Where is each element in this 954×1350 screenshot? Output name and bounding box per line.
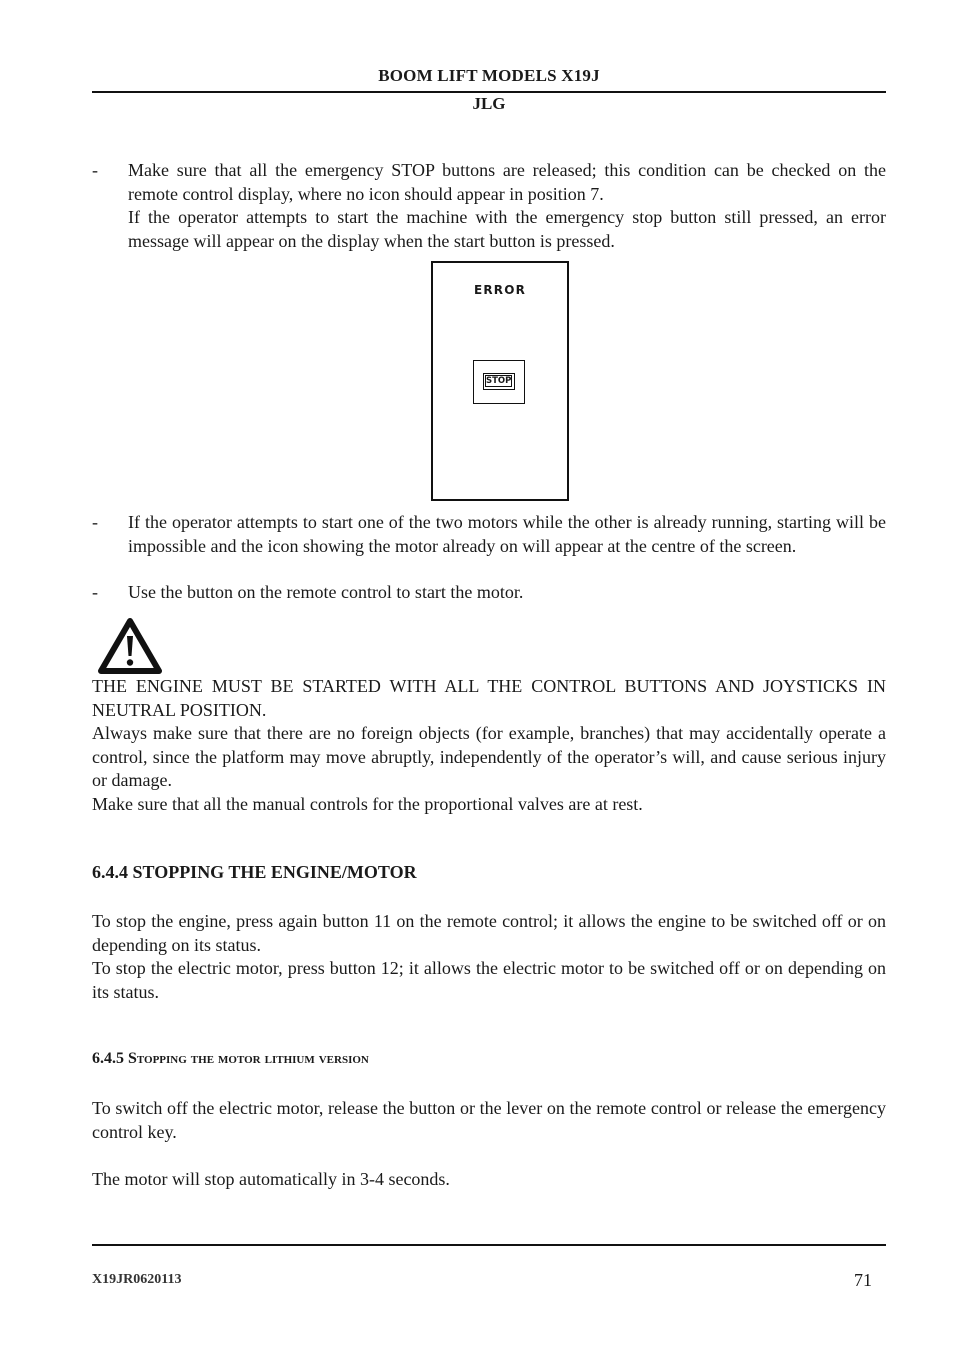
bullet-text: If the operator attempts to start the machine with the emergency stop button still pressed, an error message will appear on the display when the start button is pressed. [128,207,886,251]
page [92,0,886,1350]
bullet-text: Use the button on the remote control to start the motor. [128,582,524,602]
header-brand: JLG [472,94,506,113]
warning-paragraph: Always make sure that there are no foreign objects (for example, branches) that may accidentally operate a control, since the platform may move abruptly, independently of the operator’s will, and cause serious injury or damage. [92,723,886,790]
paragraph: To switch off the electric motor, release the button or the lever on the remote control or release the emergency control key. [92,1098,886,1142]
section-body [92,1168,886,1192]
page-number: 71 [854,1270,872,1290]
bullet-dash: - [92,582,98,602]
bullet-text: If the operator attempts to start one of the two motors while the other is already running, starting will be impossible and the icon showing the motor already on will appear at the centre of the screen. [128,512,886,556]
bullet-text: Make sure that all the emergency STOP buttons are released; this condition can be checked on the remote control display, where no icon should appear in position 7. [128,160,886,204]
warning-block [92,675,886,816]
paragraph: The motor will stop automatically in 3-4 seconds. [92,1169,450,1189]
document-code: X19JR0620113 [92,1272,182,1287]
paragraph: To stop the engine, press again button 11 on the remote control; it allows the engine to be switched off or on depending on its status. [92,911,886,955]
section-body [92,910,886,1004]
bullet-dash: - [92,160,98,180]
list-item [92,511,886,558]
section-heading: 6.4.4 STOPPING THE ENGINE/MOTOR [92,862,417,882]
list-item [92,159,886,253]
section-heading: 6.4.5 Stopping the motor lithium version [92,1050,369,1067]
warning-caps: THE ENGINE MUST BE STARTED WITH ALL THE CONTROL BUTTONS AND JOYSTICKS IN NEUTRAL POSITION. [92,676,886,720]
bullet-dash: - [92,512,98,532]
footer-rule [92,1244,886,1246]
remote-display-illustration [431,261,569,501]
warning-paragraph: Make sure that all the manual controls for the proportional valves are at rest. [92,793,643,814]
header-rule [92,91,886,93]
header-title: BOOM LIFT MODELS X19J [378,66,600,85]
error-label: ERROR [473,283,527,297]
stop-icon [473,360,525,404]
list-item [92,581,886,605]
warning-triangle-icon [98,618,162,674]
paragraph: To stop the electric motor, press button 12; it allows the electric motor to be switched off or on depending on its status. [92,958,886,1002]
section-body [92,1097,886,1144]
stop-label: STOP [486,376,512,386]
